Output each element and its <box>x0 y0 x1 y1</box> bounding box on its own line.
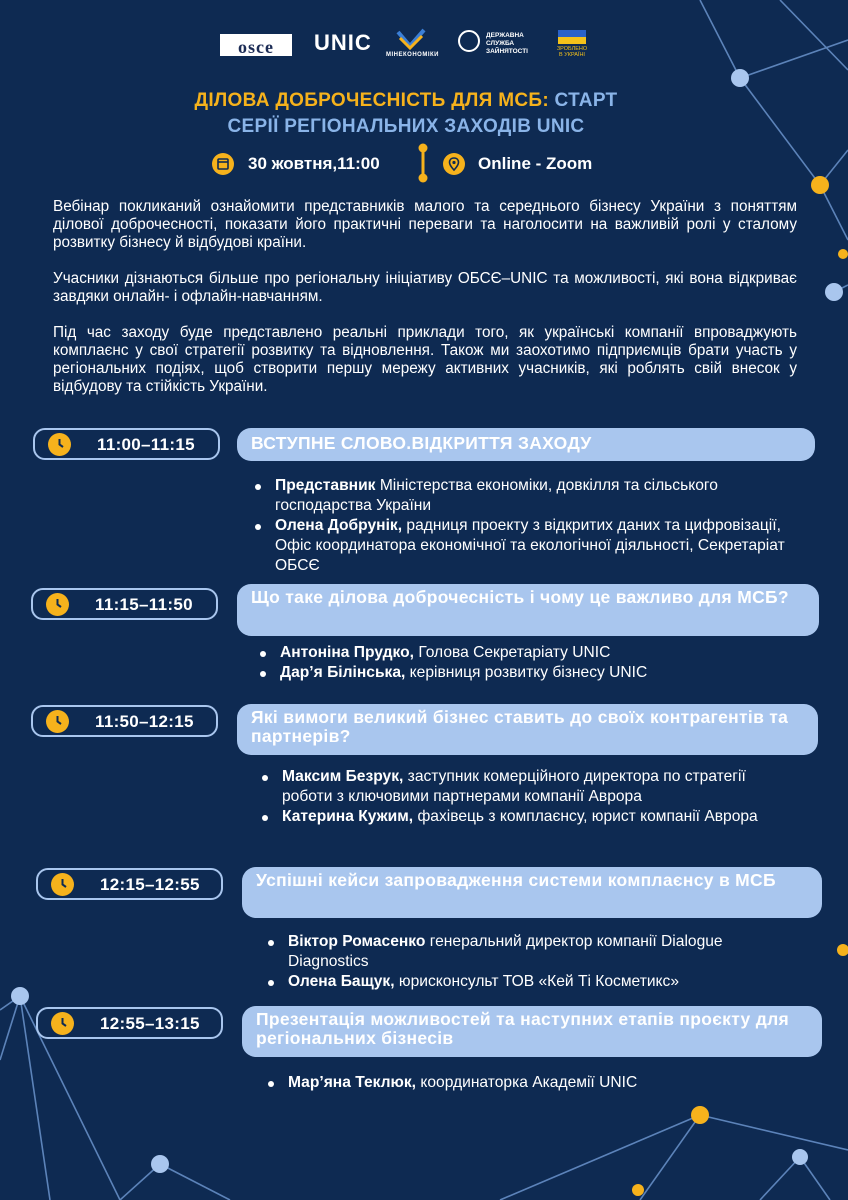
time-range: 11:00–11:15 <box>97 435 195 454</box>
time-pill-1 <box>33 428 220 460</box>
speaker-name: Катерина Кужим, <box>282 808 414 825</box>
clock-icon <box>51 1012 74 1035</box>
page-title <box>0 88 812 140</box>
speaker-item <box>266 972 806 992</box>
location-pin-icon <box>443 153 465 175</box>
time-range: 12:15–12:55 <box>100 875 200 894</box>
ministry-economy-logo <box>386 28 439 58</box>
intro-paragraph-1: Вебінар покликаний ознайомити представників малого та середнього бізнесу України з поняттям ділової доброчесності, показати його практичні переваги та наголосити на важливій ролі у сталому розвитку бізнесу й відбудові країни. <box>53 198 797 251</box>
topic-4: Успішні кейси запровадження системи комплаєнсу в МСБ <box>242 867 822 918</box>
osce-logo: osce <box>220 34 292 56</box>
speaker-item <box>253 516 803 576</box>
meta-divider <box>415 142 431 184</box>
speaker-list-5 <box>266 1073 806 1093</box>
speaker-item <box>260 807 800 827</box>
speaker-item <box>260 767 800 807</box>
intro-paragraph-2: Учасники дізнаються більше про регіональну ініціативу ОБСЄ–UNIC та можливості, які вона відкриває завдяки онлайн- і офлайн-навчанням. <box>53 270 797 305</box>
calendar-icon <box>212 153 234 175</box>
speaker-item <box>266 1073 806 1093</box>
ukraine-flag-icon <box>558 30 586 44</box>
speaker-role: керівниця розвитку бізнесу UNIC <box>405 664 648 681</box>
speaker-item <box>258 663 798 683</box>
speaker-name: Мар’яна Теклюк, <box>288 1074 417 1091</box>
employment-emblem-icon <box>458 30 480 52</box>
speaker-name: Віктор Ромасенко <box>288 933 426 950</box>
speaker-name: Представник <box>275 477 376 494</box>
time-pill-3 <box>31 705 218 737</box>
unic-logo: UNIC <box>314 30 372 55</box>
employment-caption-1: ДЕРЖАВНА <box>486 32 524 39</box>
topic-3: Які вимоги великий бізнес ставить до своїх контрагентів та партнерів? <box>237 704 818 755</box>
speaker-name: Максим Безрук, <box>282 768 404 785</box>
title-line2: СЕРІЇ РЕГІОНАЛЬНИХ ЗАХОДІВ UNIC <box>227 116 585 137</box>
clock-icon <box>46 710 69 733</box>
employment-caption-2: СЛУЖБА <box>486 40 515 47</box>
made-in-ukraine-logo <box>552 30 592 58</box>
clock-icon <box>46 593 69 616</box>
made-in-caption-1: ЗРОБЛЕНО <box>556 46 588 52</box>
speaker-role: координаторка Академії UNIC <box>416 1074 638 1091</box>
speaker-role: Міністерства економіки, довкілля та сільського господарства України <box>275 477 718 514</box>
event-date: 30 жовтня,11:00 <box>248 154 380 173</box>
time-range: 11:15–11:50 <box>95 595 193 614</box>
speaker-name: Олена Бащук, <box>288 973 395 990</box>
speaker-list-1 <box>253 476 803 576</box>
time-pill-2 <box>31 588 218 620</box>
speaker-list-2 <box>258 643 798 683</box>
speaker-role: заступник комерційного директора по стратегії роботи з ключовими партнерами компанії Аврора <box>282 768 746 805</box>
topic-2: Що таке ділова доброчесність і чому це важливо для МСБ? <box>237 584 819 636</box>
clock-icon <box>51 873 74 896</box>
speaker-list-3 <box>260 767 800 827</box>
time-pill-4 <box>36 868 223 900</box>
speaker-role: фахівець з комплаєнсу, юрист компанії Аврора <box>413 808 758 825</box>
intro-text <box>53 198 797 414</box>
speaker-item <box>258 643 798 663</box>
ministry-mark-icon <box>396 28 426 50</box>
logo-bar <box>0 26 848 66</box>
speaker-name: Олена Добрунік, <box>275 517 403 534</box>
topic-5: Презентація можливостей та наступних етапів проєкту для регіональних бізнесів <box>242 1006 822 1057</box>
speaker-item <box>253 476 803 516</box>
time-pill-5 <box>36 1007 223 1039</box>
speaker-list-4 <box>266 932 806 992</box>
time-range: 11:50–12:15 <box>95 712 194 731</box>
intro-paragraph-3: Під час заходу буде представлено реальні приклади того, як українські компанії впроваджують комплаєнс у свої стратегії розвитку та відновлення. Також ми заохотимо підприємців брати участь у регіональних подіях, щоб створити першу мережу активних учасників, які роблять свій внесок у відбудову та стійкість України. <box>53 324 797 395</box>
title-line1-yellow: ДІЛОВА ДОБРОЧЕСНІСТЬ ДЛЯ МСБ: <box>194 90 549 111</box>
speaker-name: Дар’я Білінська, <box>280 664 406 681</box>
speaker-item <box>266 932 806 972</box>
speaker-role: юрисконсульт ТОВ «Кей Ті Косметикс» <box>394 973 680 990</box>
title-line1-blue: СТАРТ <box>548 90 618 111</box>
speaker-role: Голова Секретаріату UNIC <box>413 644 611 661</box>
speaker-role: радниця проекту з відкритих даних та цифровізації, Офіс координатора економічної та екологічної діяльності, Секретаріат ОБСЄ <box>275 517 785 574</box>
ministry-caption: МІНЕКОНОМІКИ <box>386 52 439 58</box>
topic-1: ВСТУПНЕ СЛОВО.ВІДКРИТТЯ ЗАХОДУ <box>237 428 815 461</box>
made-in-caption-2: В УКРАЇНІ <box>559 52 585 58</box>
speaker-name: Антоніна Прудко, <box>280 644 414 661</box>
employment-caption-3: ЗАЙНЯТОСТІ <box>486 48 528 55</box>
speaker-role: генеральний директор компанії Dialogue Diagnostics <box>288 933 723 970</box>
event-location: Online - Zoom <box>478 154 593 173</box>
time-range: 12:55–13:15 <box>100 1014 200 1033</box>
clock-icon <box>48 433 71 456</box>
